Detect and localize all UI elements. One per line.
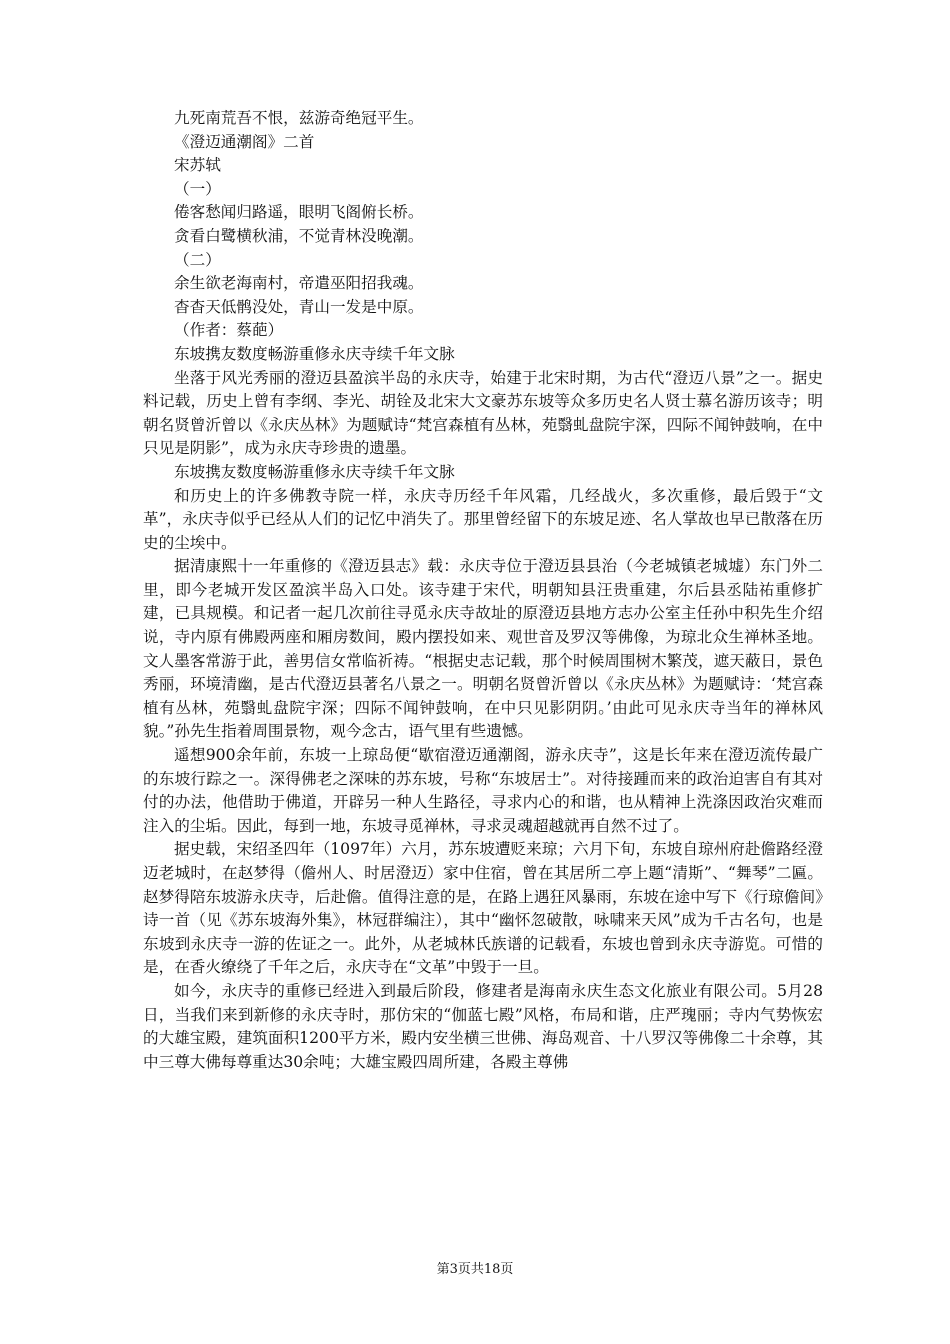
body-paragraph: 据清康熙十一年重修的《澄迈县志》载：永庆寺位于澄迈县县治（今老城镇老城墟）东门外二里，即今老城开发区盈滨半岛入口处。该寺建于宋代，明朝知县汪贵重建，尔后县丞陆祐重修扩建，已具规模。和记者一起几次前往寻觅永庆寺故址的原澄迈县地方志办公室主任孙中积先生介绍说，寺内原有佛殿两座和厢房数间，殿内摆投如来、观世音及罗汉等佛像，为琼北众生禅林圣地。文人墨客常游于此，善男信女常临祈祷。“根据史志记载，那个时候周围树木繁茂，遮天蔽日，景色秀丽，环境清幽，是古代澄迈县著名八景之一。明朝名贤曾沂曾以《永庆丛林》为题赋诗：‘梵宫森植有丛林，苑翳虬盘院宇深；四际不闻钟鼓响，在中只见影阴阴。’由此可见永庆寺当年的禅林风貌。”孙先生指着周围景物，观今念古，语气里有些遗憾。 [143, 557, 823, 741]
body-paragraph: 和历史上的许多佛教寺院一样，永庆寺历经千年风霜，几经战火，多次重修，最后毁于“文革”，永庆寺似乎已经从人们的记忆中消失了。那里曾经留下的东坡足迹、名人掌故也早已散落在历史的尘埃中。 [143, 486, 823, 552]
article-author: （作者：蔡葩） [174, 321, 284, 340]
poem-line: 杳杳天低鹘没处，青山一发是中原。 [174, 297, 424, 316]
article-heading-repeat: 东坡携友数度畅游重修永庆寺续千年文脉 [174, 462, 455, 481]
poem-line: 贪看白鹭横秋浦，不觉青林没晚潮。 [174, 226, 424, 245]
body-paragraph: 如今，永庆寺的重修已经进入到最后阶段，修建者是海南永庆生态文化旅业有限公司。5月28日，当我们来到新修的永庆寺时，那仿宋的“伽蓝七殿”风格，布局和谐，庄严瑰丽；寺内气势恢宏的大雄宝殿，建筑面积1200平方米，殿内安坐横三世佛、海岛观音、十八罗汉等佛像二十余尊，其中三尊大佛每尊重达30余吨；大雄宝殿四周所建，各殿主尊佛 [143, 981, 823, 1071]
poem-line: 余生欲老海南村，帝遣巫阳招我魂。 [174, 274, 424, 293]
body-paragraph: 遥想900余年前，东坡一上琼岛便“歇宿澄迈通潮阁，游永庆寺”，这是长年来在澄迈流传最广的东坡行踪之一。深得佛老之深味的苏东坡，号称“东坡居士”。对待接踵而来的政治迫害自有其对付的办法，他借助于佛道，开辟另一种人生路径，寻求内心的和谐，也从精神上洗涤因政治灾难而注入的尘垢。因此，每到一地，东坡寻觅禅林，寻求灵魂超越就再自然不过了。 [143, 746, 823, 835]
poem-line: 倦客愁闻归路遥，眼明飞阁俯长桥。 [174, 203, 424, 222]
intro-paragraph: 坐落于风光秀丽的澄迈县盈滨半岛的永庆寺，始建于北宋时期，为古代“澄迈八景”之一。据史料记载，历史上曾有李纲、李光、胡铨及北宋大文豪苏东坡等众多历史名人贤士慕名游历该寺；明朝名贤曾沂曾以《永庆丛林》为题赋诗“梵宫森植有丛林，苑翳虬盘院宇深，四际不闻钟鼓响，在中只见是阴影”，成为永庆寺珍贵的遗墨。 [143, 368, 823, 458]
poem-title: 《澄迈通潮阁》二首 [174, 132, 315, 151]
page-number-footer: 第3页共18页 [436, 1262, 514, 1277]
poem-section-number: （一） [174, 179, 221, 198]
body-paragraph: 据史载，宋绍圣四年（1097年）六月，苏东坡遭贬来琼；六月下旬，东坡自琼州府赴儋路经澄迈老城时，在赵梦得（儋州人、时居澄迈）家中住宿，曾在其居所二亭上题“清斯”、“舞琴”二匾。赵梦得陪东坡游永庆寺，后赴儋。值得注意的是，在路上遇狂风暴雨，东坡在途中写下《行琼儋间》诗一首（见《苏东坡海外集》，林冠群编注），其中“幽怀忽破散，咏啸来天风”成为千古名句，也是东坡到永庆寺一游的佐证之一。此外，从老城林氏族谱的记载看，东坡也曾到永庆寺游览。可惜的是，在香火缭绕了千年之后，永庆寺在“文革”中毁于一旦。 [143, 840, 823, 977]
document-body [143, 107, 823, 1074]
article-heading: 东坡携友数度畅游重修永庆寺续千年文脉 [174, 344, 455, 363]
poem-section-number: （二） [174, 250, 221, 269]
poem-line: 九死南荒吾不恨，兹游奇绝冠平生。 [174, 109, 424, 127]
poem-author: 宋苏轼 [174, 156, 221, 175]
